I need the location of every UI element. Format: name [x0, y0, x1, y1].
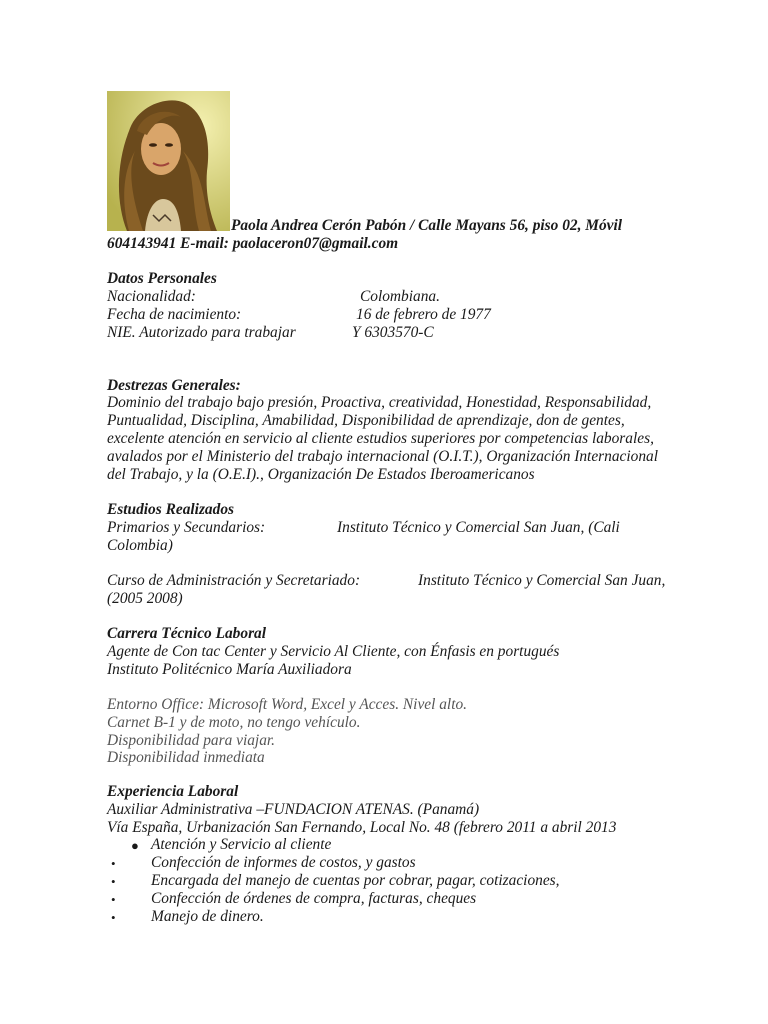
bullet-icon: •: [111, 856, 116, 871]
study-place-cont: Colombia): [107, 537, 173, 554]
bullet-icon: •: [111, 874, 116, 889]
nie-label: NIE. Autorizado para trabajar: [107, 324, 296, 341]
skills-heading: Destrezas Generales:: [107, 377, 241, 394]
bullet-icon: •: [111, 892, 116, 907]
study-label: Curso de Administración y Secretariado:: [107, 572, 361, 589]
skills-line: Dominio del trabajo bajo presión, Proactiva, creatividad, Honestidad, Responsabilidad,: [107, 394, 652, 411]
nationality-value: Colombiana.: [360, 288, 440, 305]
study-place: Instituto Técnico y Comercial San Juan, (Cali: [337, 519, 620, 536]
list-item: Atención y Servicio al cliente: [151, 836, 332, 853]
skills-line: Puntualidad, Disciplina, Amabilidad, Disponibilidad de aprendizaje, don de gentes,: [107, 412, 625, 429]
study-place: Instituto Técnico y Comercial San Juan,: [418, 572, 666, 589]
portrait-photo-icon: [107, 91, 230, 231]
studies-heading: Estudios Realizados: [107, 501, 235, 518]
list-item: Confección de órdenes de compra, facturas, cheques: [151, 890, 477, 907]
skills-line: del Trabajo, y la (O.E.I)., Organización De Estados Iberoamericanos: [107, 466, 535, 483]
nie-value: Y 6303570-C: [352, 324, 434, 341]
job-organization: –FUNDACION ATENAS. (Panamá): [256, 801, 480, 818]
bullet-icon: ●: [131, 838, 139, 853]
bullet-icon: •: [111, 910, 116, 925]
nationality-label: Nacionalidad:: [107, 288, 196, 305]
birthdate-label: Fecha de nacimiento:: [107, 306, 242, 323]
extra-line: Entorno Office: Microsoft Word, Excel y Acces. Nivel alto.: [107, 696, 468, 713]
birthdate-value: 16 de febrero de 1977: [356, 306, 491, 323]
header-contact-line: Paola Andrea Cerón Pabón / Calle Mayans 56, piso 02, Móvil: [231, 217, 623, 234]
job-title: Auxiliar Administrativa: [107, 801, 253, 818]
extra-line: Disponibilidad para viajar.: [107, 732, 276, 749]
study-place-cont: (2005 2008): [107, 590, 183, 607]
list-item: Confección de informes de costos, y gastos: [151, 854, 416, 871]
study-label: Primarios y Secundarios:: [107, 519, 266, 536]
extra-line: Carnet B-1 y de moto, no tengo vehículo.: [107, 714, 361, 731]
list-item: Encargada del manejo de cuentas por cobrar, pagar, cotizaciones,: [151, 872, 560, 889]
job-line: [107, 801, 479, 819]
career-line: Instituto Politécnico María Auxiliadora: [107, 661, 352, 678]
profile-photo: [107, 91, 230, 231]
list-item: Manejo de dinero.: [151, 908, 264, 925]
job-address: Vía España, Urbanización San Fernando, Local No. 48 (febrero 2011 a abril 2013: [107, 819, 617, 836]
skills-line: avalados por el Ministerio del trabajo internacional (O.I.T.), Organización Internacional: [107, 448, 659, 465]
career-heading: Carrera Técnico Laboral: [107, 625, 267, 642]
skills-line: excelente atención en servicio al cliente estudios superiores por competencias laborales,: [107, 430, 654, 447]
experience-heading: Experiencia Laboral: [107, 783, 239, 800]
career-line: Agente de Con tac Center y Servicio Al Cliente, con Énfasis en portugués: [107, 643, 560, 660]
extra-line: Disponibilidad inmediata: [107, 749, 265, 766]
personal-heading: Datos Personales: [107, 270, 217, 287]
header-contact-line-2: 604143941 E-mail: paolaceron07@gmail.com: [107, 235, 399, 252]
